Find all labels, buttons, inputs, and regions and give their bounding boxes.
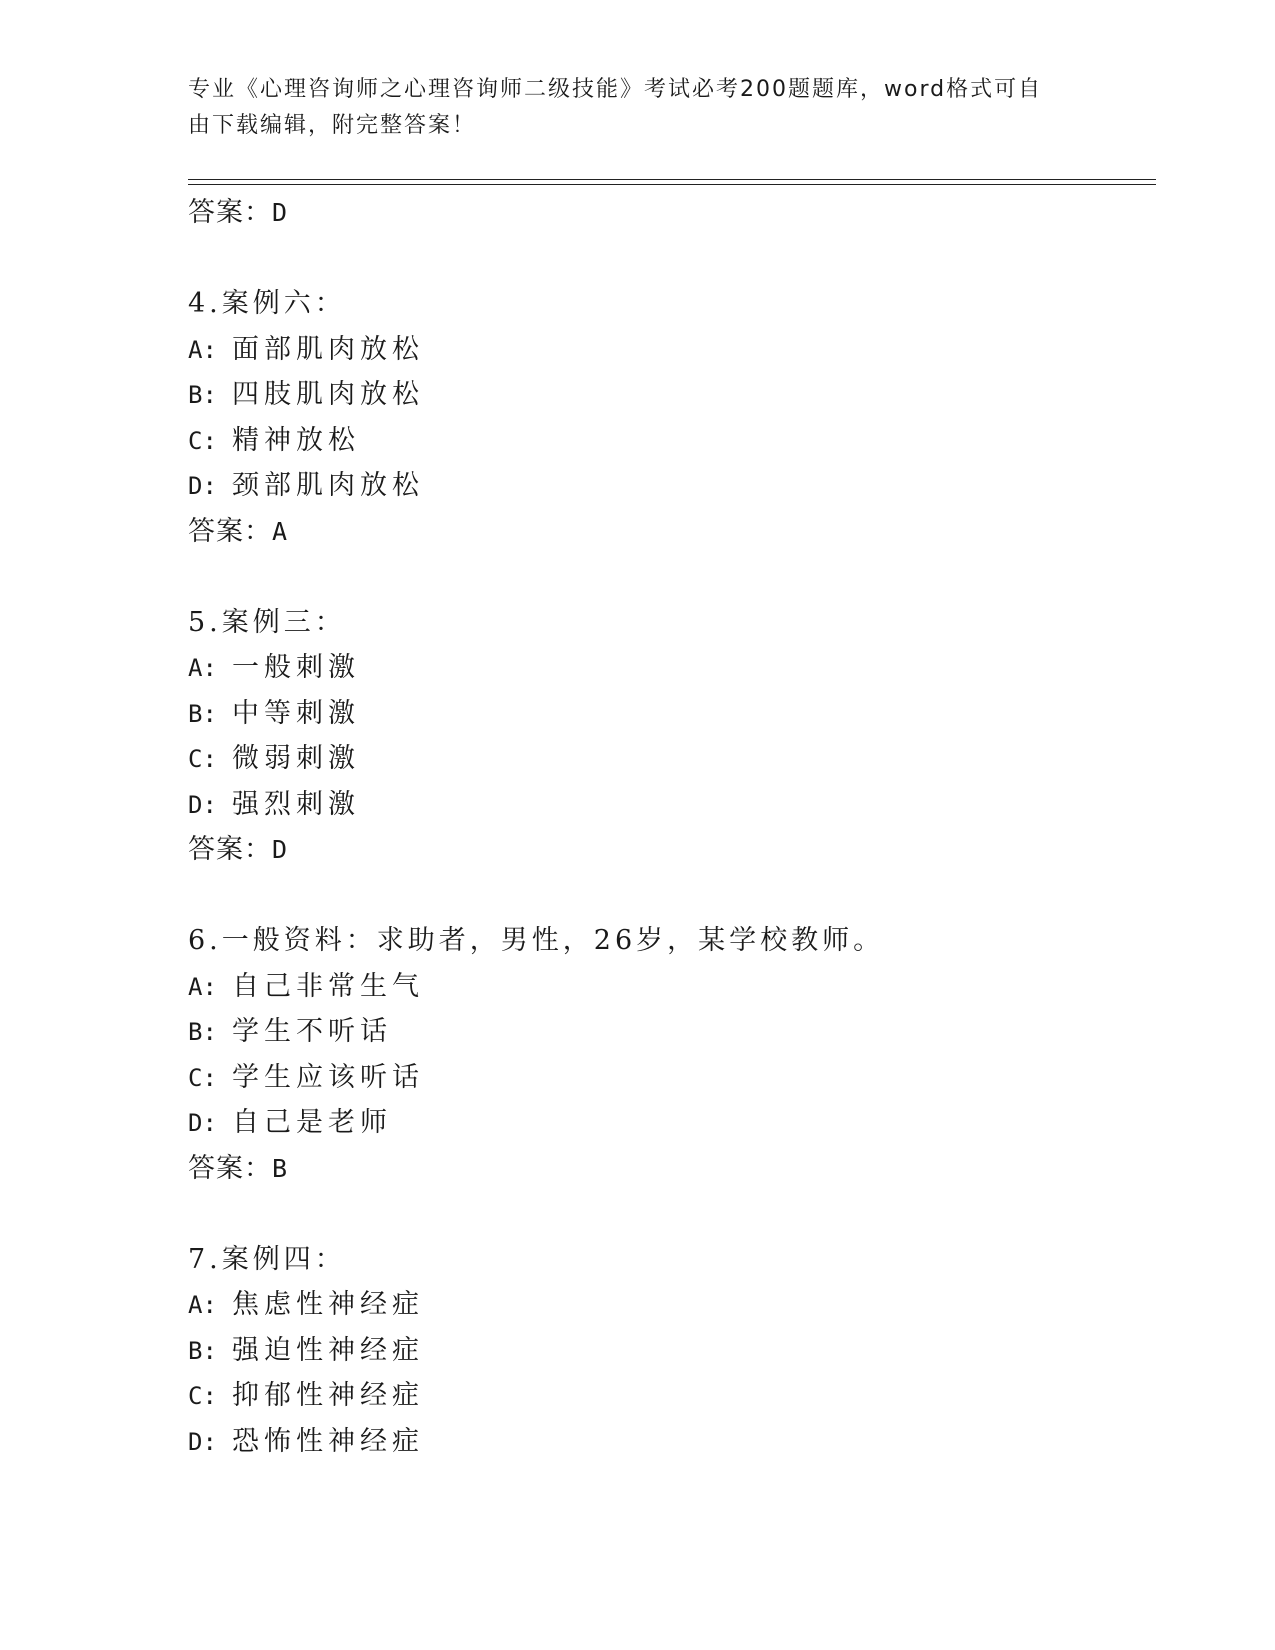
option-text: 恐怖性神经症 [232, 1425, 424, 1457]
option-a [188, 645, 1148, 691]
question-block [188, 281, 1148, 554]
option-text: 焦虑性神经症 [232, 1289, 424, 1320]
option-b [188, 691, 1148, 737]
answer-key: D [272, 198, 289, 227]
option-letter: A: [188, 654, 217, 682]
spacer [188, 554, 1148, 600]
spacer [188, 872, 1148, 918]
header-divider-top [188, 179, 1156, 180]
header-divider-bottom [188, 184, 1156, 185]
option-text: 自己是老师 [232, 1107, 392, 1138]
answer-line [188, 509, 1148, 554]
option-letter: D: [188, 1427, 217, 1456]
option-c [188, 736, 1148, 782]
option-letter: C: [188, 745, 217, 773]
answer-line [188, 190, 1148, 235]
option-c [188, 418, 1148, 464]
option-c [188, 1055, 1148, 1101]
option-letter: C: [188, 1063, 217, 1092]
option-text: 四肢肌肉放松 [232, 379, 424, 410]
option-text: 一般刺激 [232, 652, 360, 683]
option-d [188, 782, 1148, 828]
question-title: 4.案例六： [188, 288, 346, 319]
option-a [188, 327, 1148, 373]
question-title: 6.一般资料：求助者，男性，26岁，某学校教师。 [188, 925, 885, 956]
option-text: 颈部肌肉放松 [232, 470, 424, 501]
option-b [188, 1328, 1148, 1374]
option-letter: B: [188, 1336, 217, 1365]
option-letter: D: [188, 472, 217, 500]
document-header [188, 72, 1088, 144]
option-b [188, 1009, 1148, 1055]
option-c [188, 1373, 1148, 1419]
option-b [188, 372, 1148, 418]
spacer [188, 235, 1148, 281]
option-letter: D: [188, 790, 217, 819]
question-block [188, 1237, 1148, 1465]
answer-key: D [272, 835, 289, 864]
option-letter: B: [188, 381, 217, 409]
answer-line [188, 1146, 1148, 1191]
question-list [188, 190, 1148, 1464]
question-block [188, 918, 1148, 1191]
option-text: 面部肌肉放松 [232, 333, 424, 365]
option-text: 自己非常生气 [232, 970, 424, 1002]
option-letter: B: [188, 699, 217, 728]
spacer [188, 1191, 1148, 1237]
question-block [188, 600, 1148, 873]
header-line-2: 由下载编辑，附完整答案！ [188, 113, 477, 138]
option-letter: A: [188, 1291, 217, 1319]
answer-prefix: 答案： [188, 197, 272, 228]
option-text: 学生应该听话 [232, 1061, 424, 1093]
option-text: 精神放松 [232, 424, 360, 456]
option-letter: D: [188, 1109, 217, 1137]
option-letter: A: [188, 335, 217, 364]
answer-key: A [272, 516, 289, 546]
answer-line [188, 827, 1148, 872]
option-a [188, 1282, 1148, 1328]
option-text: 中等刺激 [232, 697, 360, 729]
option-d [188, 463, 1148, 509]
option-d [188, 1100, 1148, 1146]
question-title: 5.案例三： [188, 606, 346, 638]
question-title: 7.案例四： [188, 1243, 346, 1275]
answer-prefix: 答案： [188, 515, 272, 547]
option-text: 抑郁性神经症 [232, 1380, 424, 1411]
answer-prefix: 答案： [188, 1152, 272, 1184]
header-line-1: 专业《心理咨询师之心理咨询师二级技能》考试必考200题题库，word格式可自 [188, 77, 1043, 102]
option-letter: B: [188, 1018, 217, 1046]
option-a [188, 964, 1148, 1010]
answer-key: B [272, 1153, 289, 1183]
option-letter: C: [188, 426, 217, 455]
option-text: 强迫性神经症 [232, 1334, 424, 1366]
option-d [188, 1419, 1148, 1465]
option-letter: A: [188, 972, 217, 1001]
answer-prefix: 答案： [188, 834, 272, 865]
option-text: 强烈刺激 [232, 788, 360, 820]
option-text: 微弱刺激 [232, 743, 360, 774]
option-letter: C: [188, 1382, 217, 1410]
option-text: 学生不听话 [232, 1016, 392, 1047]
